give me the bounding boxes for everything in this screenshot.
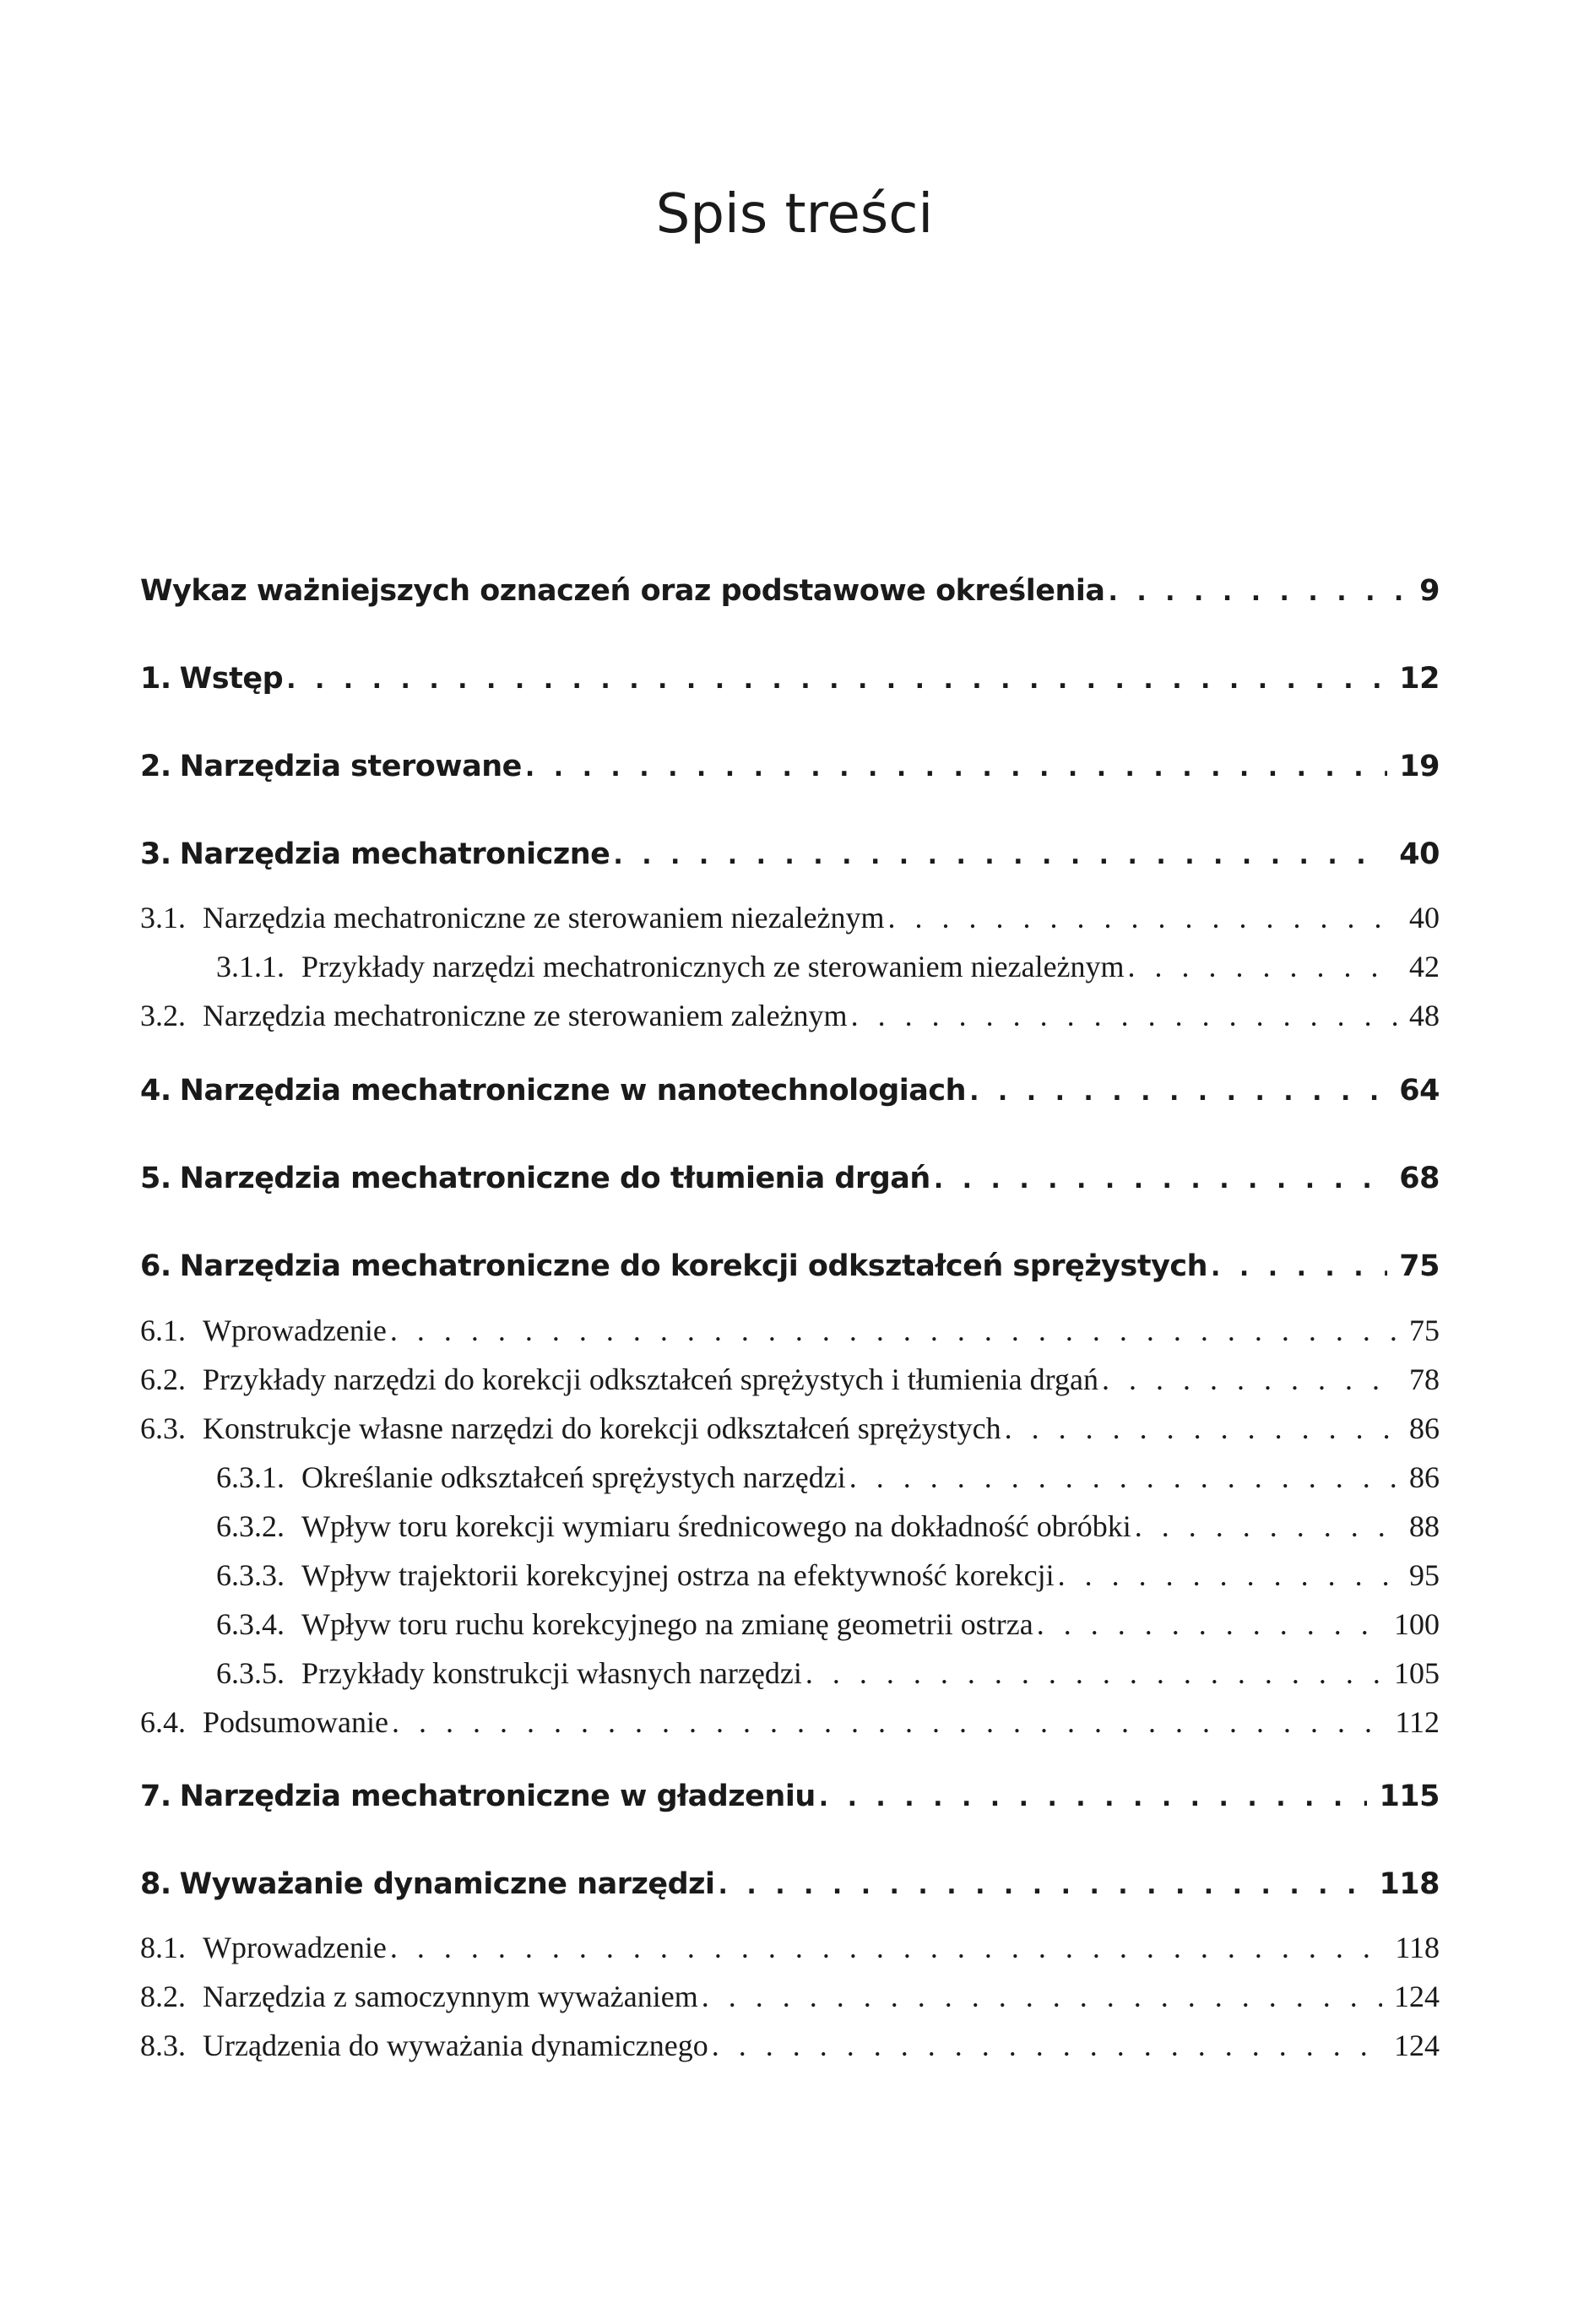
toc-entry-section-6-2 <box>140 1362 1440 1397</box>
dot-leader <box>819 1783 1368 1812</box>
toc-entry-title: Narzędzia z samoczynnym wyważaniem <box>203 1980 698 2013</box>
toc-entry-page: 86 <box>1409 1411 1440 1445</box>
dot-leader <box>1005 1411 1397 1446</box>
dot-leader <box>969 1077 1387 1107</box>
toc-entry-number: 6.3.3. <box>216 1558 285 1592</box>
toc-entry-section-8-2 <box>140 1979 1440 2014</box>
toc-entry-title: Przykłady narzędzi mechatronicznych ze sterowaniem niezależnym <box>301 950 1125 983</box>
toc-entry-number: 6.4. <box>140 1705 186 1739</box>
toc-entry-number: 6.2. <box>140 1362 186 1396</box>
toc-entry-subsection-6-3-2 <box>216 1509 1440 1544</box>
dot-leader <box>1128 949 1397 984</box>
toc-entry-number: 6.3.5. <box>216 1656 285 1690</box>
toc-entry-chapter-1 <box>140 662 1440 696</box>
toc-entry-page: 42 <box>1409 950 1440 983</box>
toc-entry-number: 3.2. <box>140 999 186 1032</box>
toc-entry-page: 68 <box>1399 1162 1440 1195</box>
dot-leader <box>805 1655 1382 1691</box>
dot-leader <box>613 841 1387 870</box>
toc-entry-title: Wpływ trajektorii korekcyjnej ostrza na efektywność korekcji <box>301 1558 1055 1592</box>
toc-entry-section-6-1 <box>140 1313 1440 1348</box>
toc-entry-section-3-2 <box>140 998 1440 1033</box>
toc-entry-page: 95 <box>1409 1558 1440 1592</box>
toc-entry-page: 40 <box>1409 901 1440 934</box>
toc-entry-page: 19 <box>1399 750 1440 783</box>
toc-entry-title: Urządzenia do wyważania dynamicznego <box>203 2029 708 2062</box>
toc-entry-title: Narzędzia mechatroniczne <box>179 837 610 871</box>
toc-entry-chapter-8 <box>140 1867 1440 1901</box>
toc-entry-page: 124 <box>1394 2029 1440 2062</box>
toc-entry-section-3-1 <box>140 900 1440 935</box>
toc-entry-number: 8. <box>140 1867 171 1901</box>
toc-entry-number: 8.1. <box>140 1931 186 1964</box>
toc-entry-page: 40 <box>1399 837 1440 871</box>
toc-entry-number: 8.3. <box>140 2029 186 2062</box>
toc-entry-number: 6.3.4. <box>216 1607 285 1641</box>
toc-entry-title: Przykłady narzędzi do korekcji odkształceń sprężystych i tłumienia drgań <box>203 1362 1098 1396</box>
toc-entry-page: 124 <box>1394 1980 1440 2013</box>
toc-entry-number: 6.1. <box>140 1314 186 1347</box>
toc-entry-number: 6.3.2. <box>216 1509 285 1543</box>
toc-entry-subsection-6-3-3 <box>216 1557 1440 1593</box>
dot-leader <box>934 1165 1387 1195</box>
dot-leader <box>286 665 1387 695</box>
toc-entry-chapter-7 <box>140 1780 1440 1813</box>
toc-entry-subsection-6-3-4 <box>216 1606 1440 1642</box>
dot-leader <box>1058 1557 1397 1593</box>
toc-entry-title: Narzędzia mechatroniczne do korekcji odkształceń sprężystych <box>179 1249 1208 1283</box>
toc-entry-page: 64 <box>1399 1074 1440 1108</box>
toc-entry-page: 86 <box>1409 1460 1440 1494</box>
toc-entry-section-8-1 <box>140 1930 1440 1965</box>
dot-leader <box>851 998 1397 1033</box>
dot-leader <box>1211 1253 1387 1282</box>
toc-entry-page: 88 <box>1409 1509 1440 1543</box>
toc-entry-number: 4. <box>140 1074 171 1108</box>
toc-entry-page: 75 <box>1399 1249 1440 1283</box>
toc-entry-page: 100 <box>1394 1607 1440 1641</box>
toc-entry-section-8-3 <box>140 2028 1440 2063</box>
dot-leader <box>719 1871 1368 1900</box>
dot-leader <box>849 1460 1397 1495</box>
toc-entry-number: 3. <box>140 837 171 871</box>
dot-leader <box>1037 1606 1382 1642</box>
toc-entry-page: 12 <box>1399 662 1440 696</box>
toc-entry-title: Konstrukcje własne narzędzi do korekcji odkształceń sprężystych <box>203 1411 1001 1445</box>
toc-entry-number: 6. <box>140 1249 171 1283</box>
dot-leader <box>1109 577 1408 607</box>
toc-entry-title: Przykłady konstrukcji własnych narzędzi <box>301 1656 802 1690</box>
toc-entry-number: 6.3.1. <box>216 1460 285 1494</box>
toc-entry-title: Narzędzia mechatroniczne w nanotechnologiach <box>179 1074 967 1108</box>
toc-entry-number: 6.3. <box>140 1411 186 1445</box>
toc-entry-title: Podsumowanie <box>203 1705 388 1739</box>
dot-leader <box>392 1704 1383 1740</box>
toc-entry-chapter-5 <box>140 1162 1440 1195</box>
toc-entry-subsection-6-3-5 <box>216 1655 1440 1691</box>
toc-entry-number: 3.1. <box>140 901 186 934</box>
toc-entry-title: Wprowadzenie <box>203 1931 387 1964</box>
toc-entry-number: 3.1.1. <box>216 950 285 983</box>
toc-entry-page: 78 <box>1409 1362 1440 1396</box>
toc-entry-subsection-3-1-1 <box>216 949 1440 984</box>
toc-entry-title: Narzędzia mechatroniczne ze sterowaniem zależnym <box>203 999 848 1032</box>
toc-entry-number: 2. <box>140 750 171 783</box>
toc-entry-title: Wykaz ważniejszych oznaczeń oraz podstawowe określenia <box>140 574 1105 608</box>
toc-entry-title: Narzędzia mechatroniczne ze sterowaniem niezależnym <box>203 901 885 934</box>
toc-entry-number: 5. <box>140 1162 171 1195</box>
toc-entry-chapter-2 <box>140 750 1440 783</box>
toc-entry-title: Narzędzia mechatroniczne w gładzeniu <box>179 1780 816 1813</box>
page-title: Spis treści <box>655 183 934 246</box>
toc-entry-title: Wpływ toru ruchu korekcyjnego na zmianę geometrii ostrza <box>301 1607 1033 1641</box>
toc-entry-page: 112 <box>1395 1705 1440 1739</box>
toc-entry-title: Określanie odkształceń sprężystych narzędzi <box>301 1460 846 1494</box>
toc-entry-page: 105 <box>1394 1656 1440 1690</box>
toc-entry-front-matter <box>140 574 1440 608</box>
toc-entry-title: Wyważanie dynamiczne narzędzi <box>179 1867 715 1901</box>
toc-entry-page: 48 <box>1409 999 1440 1032</box>
toc-entry-section-6-3 <box>140 1411 1440 1446</box>
toc-entry-page: 118 <box>1395 1931 1440 1964</box>
toc-entry-number: 1. <box>140 662 171 696</box>
dot-leader <box>1102 1362 1397 1397</box>
dot-leader <box>888 900 1397 935</box>
dot-leader <box>712 2028 1382 2063</box>
dot-leader <box>390 1313 1397 1348</box>
toc-entry-page: 75 <box>1409 1314 1440 1347</box>
toc-entry-number: 8.2. <box>140 1980 186 2013</box>
toc-entry-subsection-6-3-1 <box>216 1460 1440 1495</box>
toc-entry-title: Wprowadzenie <box>203 1314 387 1347</box>
toc-entry-chapter-4 <box>140 1074 1440 1108</box>
toc-entry-title: Narzędzia mechatroniczne do tłumienia drgań <box>179 1162 930 1195</box>
toc-entry-chapter-3 <box>140 837 1440 871</box>
dot-leader <box>525 753 1387 783</box>
toc-entry-chapter-6 <box>140 1249 1440 1283</box>
toc-entry-title: Wpływ toru korekcji wymiaru średnicowego na dokładność obróbki <box>301 1509 1131 1543</box>
toc-entry-title: Narzędzia sterowane <box>179 750 522 783</box>
toc-entry-page: 115 <box>1379 1780 1440 1813</box>
toc-entry-page: 9 <box>1419 574 1440 608</box>
dot-leader <box>390 1930 1383 1965</box>
dot-leader <box>702 1979 1382 2014</box>
toc-entry-section-6-4 <box>140 1704 1440 1740</box>
dot-leader <box>1135 1509 1397 1544</box>
toc-entry-number: 7. <box>140 1780 171 1813</box>
toc-entry-title: Wstęp <box>179 662 284 696</box>
toc-entry-page: 118 <box>1379 1867 1440 1901</box>
